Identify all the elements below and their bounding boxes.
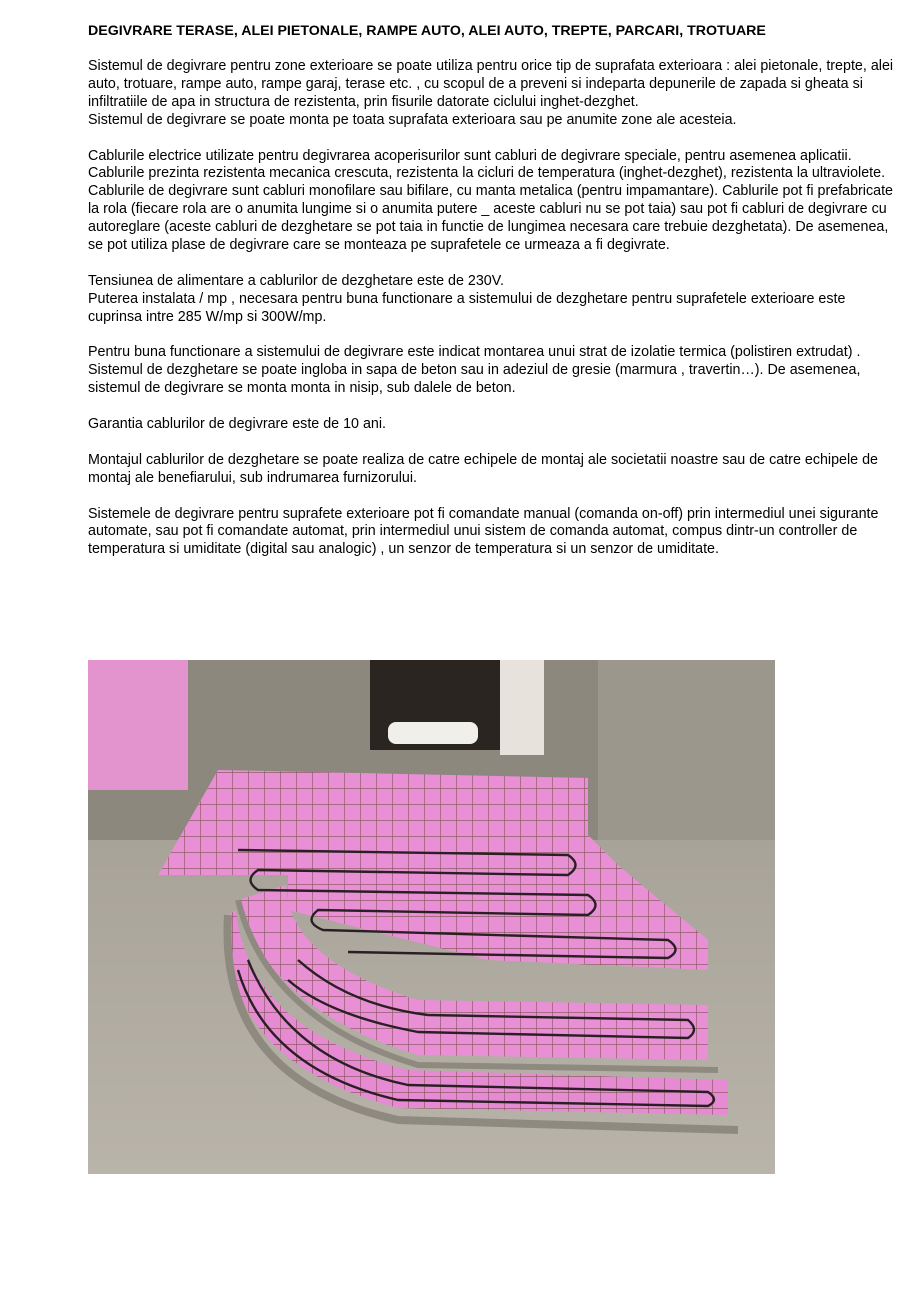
paragraph-power (88, 273, 898, 327)
paragraph-line: Garantia cablurilor de degivrare este de 10 ani. (88, 416, 387, 433)
paragraph-line: Cablurile de degivrare sunt cabluri monofilare sau bifilare, cu manta metalica (pentru impamantare). Cablurile pot fi prefabricate la rola (fiecare rola are o anumita lungime si o anumita putere _ aceste cabluri nu se pot taia) sau pot fi cabluri de degivrare cu autoreglare (aceste cabluri de dezghetare se pot taia in functie de lungimea necesara care trebuie dezghetata). De asemenea, se pot utiliza plase de degivrare care se monteaza pe suprafetele ce urmeaza a fi degivrate. (88, 183, 893, 254)
pink-panel-left (88, 660, 188, 790)
paragraph-line: Pentru buna functionare a sistemului de degivrare este indicat montarea unui strat de izolatie termica (polistiren extrudat) . Sistemul de dezghetare se poate ingloba in sapa de beton sau in adeziul de gresie (marmura , travertin…). De asemenea, sistemul de degivrare se monta monta in nisip, sub dalele de beton. (88, 344, 861, 397)
heated-steps-photo (88, 660, 775, 1174)
paragraph-warranty (88, 416, 898, 434)
door-panel (500, 660, 544, 755)
paragraph-line: Tensiunea de alimentare a cablurilor de dezghetare este de 230V. (88, 272, 504, 289)
paragraph-installation (88, 452, 898, 488)
paragraph-control (88, 506, 898, 560)
paragraph-scope (88, 58, 898, 130)
rolled-cable (388, 722, 478, 744)
paragraph-line: Montajul cablurilor de dezghetare se poate realiza de catre echipele de montaj ale societatii noastre sau de catre echipele de montaj ale benefiarului, sub indrumarea furnizorului. (88, 451, 878, 486)
paragraph-line: Sistemul de degivrare pentru zone exterioare se poate utiliza pentru orice tip de suprafata exterioara : alei pietonale, trepte, alei auto, trotuare, rampe auto, rampe garaj, terase etc. , cu scopul de a preveni si indeparta depunerile de zapada si gheata si infiltratiile de apa in structura de rezistenta, prin fisurile datorate ciclului inghet-dezghet. (88, 58, 894, 110)
paragraph-line: Sistemele de degivrare pentru suprafete exterioare pot fi comandate manual (comanda on-off) prin intermediul unei sigurante automate, sau pot fi comandate automat, prin intermediul unui sistem de comanda automat, compus dintr-un controller de temperatura si umiditate (digital sau analogic) , un senzor de temperatura si un senzor de umiditate. (88, 505, 879, 558)
paragraph-cables (88, 148, 898, 255)
document-title: DEGIVRARE TERASE, ALEI PIETONALE, RAMPE AUTO, ALEI AUTO, TREPTE, PARCARI, TROTUARE (88, 23, 766, 39)
document-page (88, 22, 898, 577)
paragraph-line: Sistemul de degivrare se poate monta pe toata suprafata exterioara sau pe anumite zone ale acesteia. (88, 111, 737, 128)
paragraph-line: Puterea instalata / mp , necesara pentru buna functionare a sistemului de dezghetare pentru suprafetele exterioare este cuprinsa intre 285 W/mp si 300W/mp. (88, 290, 846, 325)
paragraph-line: Cablurile electrice utilizate pentru degivrarea acoperisurilor sunt cabluri de degivrare speciale, pentru asemenea aplicatii. Cablurile prezinta rezistenta mecanica crescuta, rezistenta la cicluri de temperatura (inghet-dezghet), rezistenta la ultraviolete. (88, 147, 886, 182)
paragraph-insulation (88, 344, 898, 398)
